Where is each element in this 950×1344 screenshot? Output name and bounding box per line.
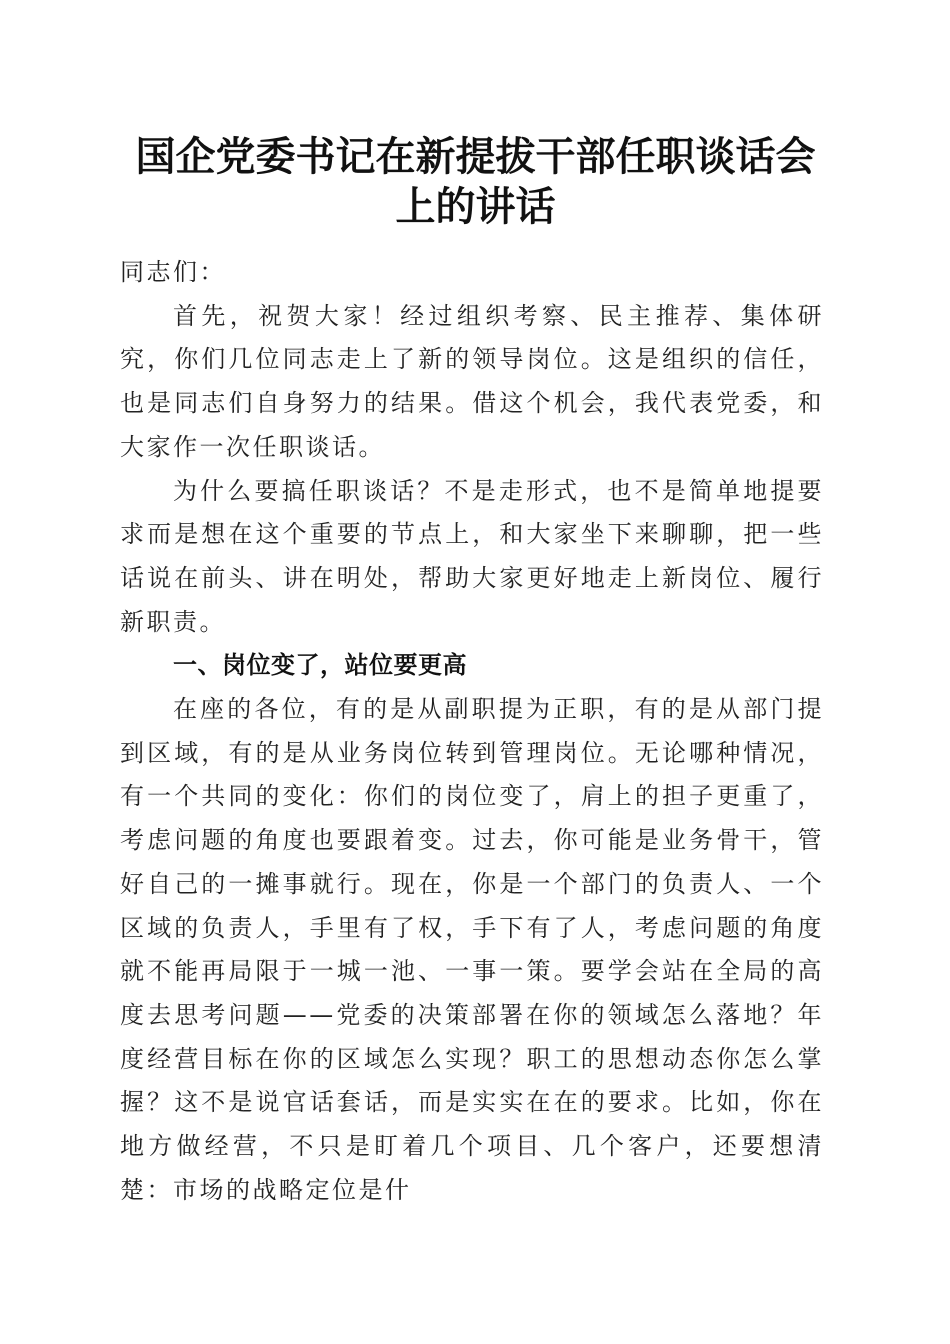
document-title: 国企党委书记在新提拔干部任职谈话会上的讲话 <box>135 133 816 230</box>
section-heading: 一、岗位变了，站位要更高 <box>173 651 467 680</box>
paragraph: 为什么要搞任职谈话？不是走形式，也不是简单地提要求而是想在这个重要的节点上，和大家坐下来聊聊，把一些话说在前头、讲在明处，帮助大家更好地走上新岗位、履行新职责。 <box>120 476 824 636</box>
paragraph: 首先，祝贺大家！经过组织考察、民主推荐、集体研究，你们几位同志走上了新的领导岗位。这是组织的信任，也是同志们自身努力的结果。借这个机会，我代表党委，和大家作一次任职谈话。 <box>120 301 824 461</box>
paragraph: 在座的各位，有的是从副职提为正职，有的是从部门提到区域，有的是从业务岗位转到管理岗位。无论哪种情况，有一个共同的变化：你们的岗位变了，肩上的担子更重了，考虑问题的角度也要跟着变。过去，你可能是业务骨干，管好自己的一摊事就行。现在，你是一个部门的负责人、一个区域的负责人，手里有了权，手下有了人，考虑问题的角度就不能再局限于一城一池、一事一策。要学会站在全局的高度去思考问题——党委的决策部署在你的领域怎么落地？年度经营目标在你的区域怎么实现？职工的思想动态你怎么掌握？这不是说官话套话，而是实实在在的要求。比如，你在地方做经营，不只是盯着几个项目、几个客户，还要想清楚：市场的战略定位是什 <box>120 695 824 1204</box>
salutation: 同志们： <box>120 258 226 286</box>
document-body <box>120 251 824 1212</box>
